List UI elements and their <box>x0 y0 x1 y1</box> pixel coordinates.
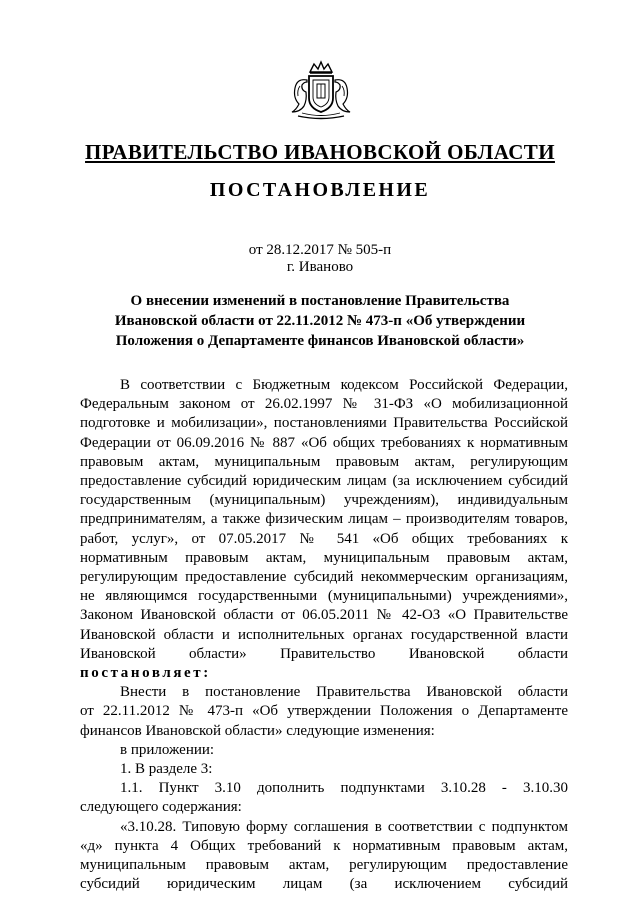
preamble-line: Федеральным законом от 26.02.1997 № 31-ФЗ «О мобилизационной <box>80 396 568 413</box>
appendix-line: в приложении: <box>120 741 215 758</box>
subject-line: Ивановской области от 22.11.2012 № 473-п «Об утверждении <box>114 313 526 329</box>
preamble-line: нормативным правовым актам, муниципальным правовым актам, <box>80 549 568 566</box>
preamble-line: подготовке и мобилизации», постановлениями Правительства Российской <box>80 415 568 432</box>
subitem-line: муниципальным правовым актам, регулирующим предоставление <box>80 857 568 874</box>
preamble-line: работ, услуг», от 07.05.2017 № 541 «Об общих требованиях к <box>80 530 568 547</box>
document-type: ПОСТАНОВЛЕНИЕ <box>209 179 431 201</box>
subject-line: О внесении изменений в постановление Правительства <box>130 293 510 309</box>
document-date: от 28.12.2017 № 505-п <box>248 242 392 258</box>
preamble-line: В соответствии с Бюджетным кодексом Российской Федерации, <box>120 377 568 393</box>
preamble-line: регулирующим предоставление субсидий некоммерческим организациям, <box>80 569 568 586</box>
preamble-line: не являющимся государственными (муниципальными) учреждениями», <box>80 588 568 605</box>
resolution-line: Внести в постановление Правительства Ивановской области <box>120 684 568 701</box>
decree-word <box>80 664 568 683</box>
preamble-line: государственным (муниципальным) учреждениям), индивидуальным <box>80 492 568 509</box>
subitem-line: «д» пункта 4 Общих требований к нормативным правовым актам, <box>80 837 568 854</box>
preamble-line: Ивановской области» Правительство Ивановской области <box>80 645 568 662</box>
coat-of-arms-icon <box>288 60 354 122</box>
preamble-line: Законом Ивановской области от 06.05.2011 № 42-ОЗ «О Правительстве <box>80 607 568 624</box>
preamble-line: предоставление субсидий юридическим лицам (за исключением субсидий <box>80 473 568 490</box>
decree-word-text: постановляет: <box>80 665 211 682</box>
preamble-line: Ивановской области и исполнительных органах государственной власти <box>80 626 568 643</box>
subitem-line: «3.10.28. Типовую форму соглашения в соответствии с подпунктом <box>120 818 568 835</box>
resolution-line: от 22.11.2012 № 473-п «Об утверждении Положения о Департаменте <box>80 703 568 720</box>
section-line: 1. В разделе 3: <box>120 761 213 778</box>
resolution-line: финансов Ивановской области» следующие изменения: <box>80 722 435 739</box>
preamble-line: правовым актам, муниципальным правовым актам, регулирующим <box>80 453 568 470</box>
government-title: ПРАВИТЕЛЬСТВО ИВАНОВСКОЙ ОБЛАСТИ <box>85 140 555 164</box>
item-line: 1.1. Пункт 3.10 дополнить подпунктами 3.10.28 - 3.10.30 <box>120 780 568 797</box>
document-city: г. Иваново <box>286 259 354 275</box>
item-line: следующего содержания: <box>80 799 242 816</box>
subitem-line: субсидий юридическим лицам (за исключением субсидий <box>80 876 568 893</box>
preamble-line: Федерации от 06.09.2016 № 887 «Об общих требованиях к нормативным <box>80 434 568 451</box>
document-subject <box>0 291 640 351</box>
subject-line: Положения о Департаменте финансов Ивановской области» <box>115 333 525 349</box>
document-body <box>80 376 568 894</box>
preamble-line: предпринимателям, а также физическим лицам – производителям товаров, <box>80 511 568 528</box>
